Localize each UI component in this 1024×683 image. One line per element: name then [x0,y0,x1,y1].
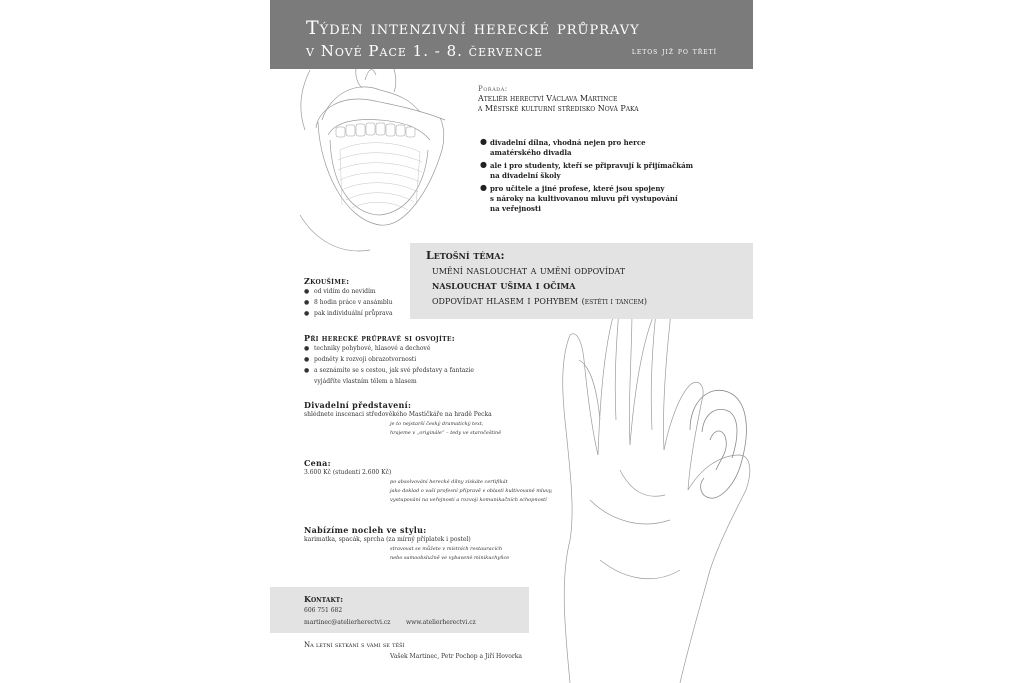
section-cena [304,458,552,505]
audience-list [480,138,710,214]
section-heading: Divadelní představení: [304,400,412,410]
mouth-illustration [300,55,445,251]
list-item-text: pro učitele a jiné profese, které jsou spojeny [490,184,665,193]
organizer-line-1: Ateliér herectví Václava Martince [478,94,618,103]
list-item-text: s nároky na kultivovanou mluvu při vystupování [490,194,678,203]
contact-heading: Kontakt: [304,594,344,604]
list-item [480,184,710,214]
section-heading: Zkoušíme: [304,276,350,286]
list-item-text: amatérského divadla [490,148,572,157]
organizer-label: Pořádá: [478,85,508,93]
section-note: hrajeme v „originále“ – tedy ve staročeštině [390,430,502,436]
theme-line-1: umění naslouchat a umění odpovídat [432,264,626,277]
list-item: ● podněty k rozvoji obrazotvornosti [304,354,474,365]
price-text: 3.600 Kč (studenti 2.600 Kč) [304,469,392,476]
section-heading: Cena: [304,458,331,468]
list-item-text: ale i pro studenty, kteří se připravují k přijímačkám [490,161,694,170]
section-predstaveni [304,400,501,438]
contact-web[interactable]: www.atelierherectvi.cz [406,619,476,626]
list-item-continuation: vyjádříte vlastním tělem a hlasem [314,378,417,385]
farewell-text: Na letní setkání s vámi se těší [304,641,405,649]
ear-illustration [690,390,746,498]
signature-names: Vašek Martinec, Petr Pochop a Jiří Hovorka [390,653,522,660]
list-item [480,138,710,158]
list-item-text: na divadelní školy [490,171,561,180]
contact-email[interactable]: martinec@atelierherectvi.cz [304,619,391,626]
page-title: Týden intenzivní herecké průpravy [306,17,640,39]
theme-line-2: naslouchat ušima i očima [432,279,576,292]
section-osvojite [304,333,474,387]
poster [270,0,753,683]
theme-box [410,243,753,319]
list-item: ● 8 hodin práce v ansámblu [304,297,393,308]
list-item: ● od vidím do nevidím [304,286,393,297]
section-nocleh [304,525,509,563]
section-heading: Při herecké průpravě si osvojíte: [304,333,456,343]
list-item-text: divadelní dílna, vhodná nejen pro herce [490,138,646,147]
section-text: shlédnete inscenaci středověkého Mastičkáře na hradě Pecka [304,411,492,418]
section-note: nebo samoobslužně ve vybavené minikuchyňce [390,555,510,561]
theme-line-3 [432,294,647,307]
contact-phone: 606 751 682 [304,607,343,614]
section-note: stravovat se můžete v místních restauracích [390,546,503,552]
list-item: ● pak individuální průprava [304,308,393,319]
hand-illustration [563,292,750,683]
event-dates: v Nové Pace 1. - 8. července [306,42,544,60]
list-item [480,161,710,181]
theme-line-3-note: (estéti i tancem) [581,297,647,306]
theme-line-3-text: odpovídat hlasem i pohybem [432,294,579,307]
section-note: po absolvování herecké dílny získáte certifikát [390,479,508,485]
section-heading: Nabízíme nocleh ve stylu: [304,525,427,535]
edition-tag: letos již po třetí [631,47,717,57]
section-text: karimatka, spacák, sprcha (za mírný příplatek i postel) [304,536,471,543]
section-note: je to nejstarší český dramatický text, [390,421,484,427]
teeth [336,123,415,137]
section-note: jako doklad o vaší profesní přípravě v oblasti kultivované mluvy, [390,488,553,494]
organizer-block [478,84,639,114]
section-zkousime [304,276,393,319]
theme-heading: Letošní téma: [426,249,505,262]
section-note: vystupování na veřejnosti a rozvoji komunikačních schopností [390,497,547,503]
list-item: ● techniky pohybové, hlasové a dechové [304,343,474,354]
contact-box [270,587,529,633]
organizer-line-2: a Městské kulturní středisko Nová Paka [478,104,639,113]
list-item: ● a seznámíte se s cestou, jak své představy a fantazie [304,365,474,376]
poster-header [270,0,753,69]
list-item-text: na veřejnosti [490,204,541,213]
